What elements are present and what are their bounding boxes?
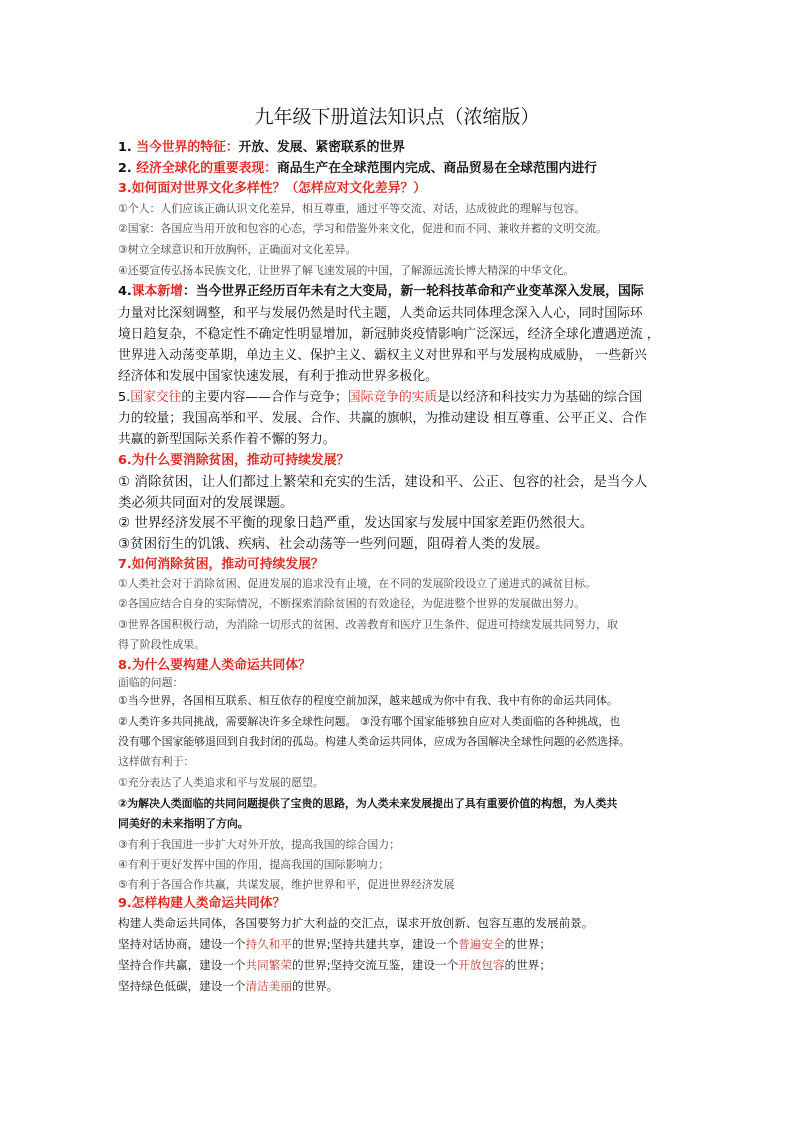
item-9-highlight: 开放包容 — [458, 958, 505, 972]
item-4-line: 境日趋复杂，不稳定性不确定性明显增加，新冠肺炎疫情影响广泛深远，经济全球化遭遇逆流 ， — [118, 327, 660, 342]
item-7-question: 7.如何消除贫困，推动可持续发展？ — [118, 557, 324, 572]
item-9-highlight: 持久和平 — [245, 937, 292, 951]
item-9-highlight: 普遍安全 — [458, 937, 505, 951]
item-8-benefit: ③有利于我国进一步扩大对外开放，提高我国的综合国力； — [118, 838, 401, 851]
item-6-line: ② 世界经济发展不平衡的现象日趋严重，发达国家与发展中国家差距仍然很大。 — [118, 515, 594, 531]
item-9-line — [118, 935, 678, 953]
item-8-line: ①当今世界，各国相互联系、相互依存的程度空前加深，越来越成为你中有我、我中有你的命运共同体。 — [118, 694, 618, 707]
item-9-text: 坚持绿色低碳，建设一个 — [118, 979, 246, 993]
item-9-line — [118, 956, 678, 974]
item-4-line: 世界进入动荡变革期，单边主义、保护主义、霸权主义对世界和平与发展构成威胁， 一些新兴 — [118, 348, 647, 363]
item-3-point: ②国家：各国应当用开放和包容的心态，学习和借鉴外来文化，促进和而不同、兼收并蓄的文明交流。 — [118, 222, 607, 235]
item-7-line: ②各国应结合自身的实际情况，不断探索消除贫困的有效途径，为促进整个世界的发展做出努力。 — [118, 597, 586, 610]
item-7-line: 得了阶段性成果。 — [118, 638, 206, 651]
item-5-line: 力的较量；我国高举和平、发展、合作、共赢的旗帜，为推动建设 相互尊重、公平正义、合作 — [118, 411, 647, 426]
item-6-line: ③贫困衍生的饥饿、疾病、社会动荡等一些列问题，阻碍着人类的发展。 — [118, 536, 549, 552]
item-2-text: 商品生产在全球范围内完成、商品贸易在全球范围内进行 — [277, 161, 597, 176]
item-9-text: 的世界； — [504, 937, 551, 951]
item-8-benefit: ②为解决人类面临的共同问题提供了宝贵的思路，为人类未来发展提出了具有重要价值的构想，为人类共 — [118, 797, 618, 810]
item-9-text: 的世界;坚持交流互鉴，建设一个 — [291, 958, 459, 972]
item-5-text-2: 是以经济和科技实力为基础的综合国 — [437, 390, 643, 405]
item-5-line: 共赢的新型国际关系作着不懈的努力。 — [118, 432, 336, 447]
item-5-text: 的主要内容——合作与竞争； — [181, 390, 348, 405]
page-title: 九年级下册道法知识点（浓缩版） — [254, 106, 540, 128]
item-4-number: 4. — [118, 284, 132, 299]
item-8-subheading: 这样做有利于： — [118, 755, 195, 768]
item-6-line: ① 消除贫困，让人们都过上繁荣和充实的生活，建设和平、公正、包容的社会，是当今人 — [118, 474, 648, 490]
item-9-highlight: 共同繁荣 — [245, 958, 292, 972]
item-9-line: 构建人类命运共同体，各国要努力扩大利益的交汇点，谋求开放创新、包容互惠的发展前景。 — [118, 916, 594, 930]
item-6-line: 类必须共同面对的发展课题。 — [118, 495, 294, 511]
item-3-point: ①个人：人们应该正确认识文化差异，相互尊重，通过平等交流、对话，达成彼此的理解与包容。 — [118, 202, 586, 215]
item-5-line — [118, 388, 678, 408]
item-3-question: 3.如何面对世界文化多样性？（怎样应对文化差异？） — [118, 181, 427, 196]
item-6-question: 6.为什么要消除贫困，推动可持续发展？ — [118, 453, 350, 468]
item-8-benefit: ①充分表达了人类追求和平与发展的愿望。 — [118, 776, 324, 789]
item-4-line: 力量对比深刻调整，和平与发展仍然是时代主题，人类命运共同体理念深入人心，同时国际环 — [118, 306, 643, 321]
item-9-text: 的世界。 — [291, 979, 339, 993]
item-2-number: 2. — [118, 161, 132, 176]
item-9-text: 的世界； — [504, 958, 551, 972]
item-2 — [118, 159, 678, 179]
item-8-question: 8.为什么要构建人类命运共同体？ — [118, 658, 311, 673]
item-9-text: 的世界;坚持共建共享，建设一个 — [291, 937, 459, 951]
item-8-benefit: ⑤有利于各国合作共赢，共谋发展，维护世界和平，促进世界经济发展 — [118, 878, 455, 891]
item-1 — [118, 138, 678, 158]
item-1-text: 开放、发展、紧密联系的世界 — [238, 140, 405, 155]
item-2-label: 经济全球化的重要表现： — [136, 161, 277, 176]
item-8-benefit: 同美好的未来指明了方向。 — [118, 817, 249, 830]
item-3-point: ④还要宣传弘扬本民族文化，让世界了解飞速发展的中国，了解源远流长博大精深的中华文化。 — [118, 264, 575, 277]
item-1-number: 1. — [118, 140, 132, 155]
item-9-question: 9.怎样构建人类命运共同体？ — [118, 896, 286, 911]
item-4-line: 经济体和发展中国家快速发展，有利于推动世界多极化。 — [118, 369, 438, 384]
item-8-line: 没有哪个国家能够退回到自我封闭的孤岛。构建人类命运共同体，应成为各国解决全球性问题的必然选择。 — [118, 735, 630, 748]
item-9-text: 坚持对话协商，建设一个 — [118, 937, 246, 951]
item-5-label: 国家交往 — [130, 390, 182, 405]
item-9-text: 坚持合作共赢，建设一个 — [118, 958, 246, 972]
item-4-label: 课本新增 — [131, 284, 183, 299]
item-8-line: ②人类许多共同挑战，需要解决许多全球性问题。 ③没有哪个国家能够独自应对人类面临的各种挑战，也 — [118, 715, 621, 728]
item-9-highlight: 清洁美丽 — [245, 979, 292, 993]
item-9-line — [118, 977, 678, 995]
item-1-label: 当今世界的特征： — [136, 140, 239, 155]
item-5-label-2: 国际竞争的实质 — [347, 390, 438, 405]
item-4-text: ：当今世界正经历百年未有之大变局，新一轮科技革命和产业变革深入发展，国际 — [182, 284, 644, 299]
item-4-line — [118, 282, 678, 302]
item-7-line: ③世界各国积极行动，为消除一切形式的贫困、改善教育和医疗卫生条件、促进可持续发展共同努力，取 — [118, 618, 618, 631]
item-5-number: 5. — [118, 390, 131, 405]
item-8-subheading: 面临的问题： — [118, 676, 184, 689]
item-7-line: ①人类社会对于消除贫困、促进发展的追求没有止境，在不同的发展阶段设立了递进式的减贫目标。 — [118, 577, 597, 590]
item-3-point: ③树立全球意识和开放胸怀，正确面对文化差异。 — [118, 243, 357, 256]
item-8-benefit: ④有利于更好发挥中国的作用，提高我国的国际影响力； — [118, 858, 390, 871]
